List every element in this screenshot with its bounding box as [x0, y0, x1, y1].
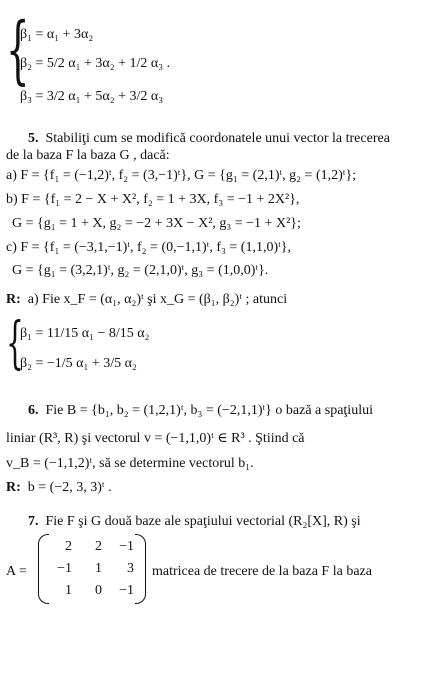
answer-text: a) Fie x_F = (α₁, α₂)ᵗ şi x_G = (β₁, β₂)ᵗ ; atunci: [27, 292, 288, 307]
matrix-cell: 2: [95, 539, 102, 554]
matrix-cell: −1: [119, 583, 134, 598]
exercise-5-case-c2: G = {g₁ = (3,2,1)ᵗ, g₂ = (2,1,0)ᵗ, g₃ = (1,0,0)ᵗ}.: [12, 263, 269, 278]
exercise-number: 6.: [28, 403, 39, 418]
equation-beta3: β₃ = 3/2 α₁ + 5α₂ + 3/2 α₃: [20, 89, 164, 104]
exercise-5-case-c1: c) F = {f₁ = (−3,1,−1)ᵗ, f₂ = (0,−1,1)ᵗ, f₃ = (1,1,0)ᵗ},: [6, 240, 292, 255]
equation-beta2: β₂ = 5/2 α₁ + 3α₂ + 1/2 α₃ .: [20, 56, 171, 71]
exercise-number: 7.: [28, 514, 39, 529]
intro-text: Stabiliţi cum se modifică coordonatele unui vector la trecerea: [45, 131, 390, 146]
answer-label: R:: [6, 292, 21, 307]
exercise-5-case-b2: G = {g₁ = 1 + X, g₂ = −2 + 3X − X², g₃ = −1 + X²};: [12, 216, 301, 231]
matrix-cell: −1: [57, 561, 72, 576]
exercise-7-line1: [28, 514, 361, 530]
left-brace: {: [6, 311, 24, 376]
exercise-6-line3: v_B = (−1,1,2)ᵗ, să se determine vectorul b₁.: [6, 456, 254, 471]
solution-beta1: β₁ = 11/15 α₁ − 8/15 α₂: [20, 326, 150, 341]
exercise-text: Fie B = {b₁, b₂ = (1,2,1)ᵗ, b₃ = (−2,1,1)ᵗ} o bază a spaţiului: [45, 403, 373, 418]
answer-label: R:: [6, 480, 21, 495]
equation-beta1: β₁ = α₁ + 3α₂: [20, 27, 94, 42]
matrix-cell: −1: [119, 539, 134, 554]
matrix-cell: 1: [65, 583, 72, 598]
exercise-5-intro: [28, 131, 390, 147]
exercise-number: 5.: [28, 131, 39, 146]
matrix-cell: 2: [65, 539, 72, 554]
solution-beta2: β₂ = −1/5 α₁ + 3/5 α₂: [20, 356, 137, 371]
matrix-description: matricea de trecere de la baza F la baza: [152, 564, 372, 579]
exercise-5-case-b1: b) F = {f₁ = 2 − X + X², f₂ = 1 + 3X, f₃ = −1 + 2X²},: [6, 192, 300, 207]
exercise-6-line1: [28, 403, 373, 419]
exercise-5-answer: [6, 292, 287, 308]
matrix-A: [38, 534, 146, 602]
answer-text: b = (−2, 3, 3)ᵗ .: [27, 480, 112, 495]
right-paren: [135, 534, 146, 604]
matrix-cell: 3: [127, 561, 134, 576]
exercise-6-line2: liniar (R³, R) şi vectorul v = (−1,1,0)ᵗ ∈ R³ . Ştiind că: [6, 431, 305, 446]
matrix-lhs: A =: [6, 564, 27, 579]
exercise-6-answer: [6, 480, 112, 496]
matrix-cell: 0: [95, 583, 102, 598]
exercise-5-intro-line2: de la baza F la baza G , dacă:: [6, 148, 170, 163]
exercise-5-case-a: a) F = {f₁ = (−1,2)ᵗ, f₂ = (3,−1)ᵗ}, G = {g₁ = (2,1)ᵗ, g₂ = (1,2)ᵗ};: [6, 168, 357, 183]
matrix-cell: 1: [95, 561, 102, 576]
left-brace: {: [6, 7, 30, 93]
exercise-text: Fie F şi G două baze ale spaţiului vectorial (R₂[X], R) şi: [45, 514, 361, 529]
